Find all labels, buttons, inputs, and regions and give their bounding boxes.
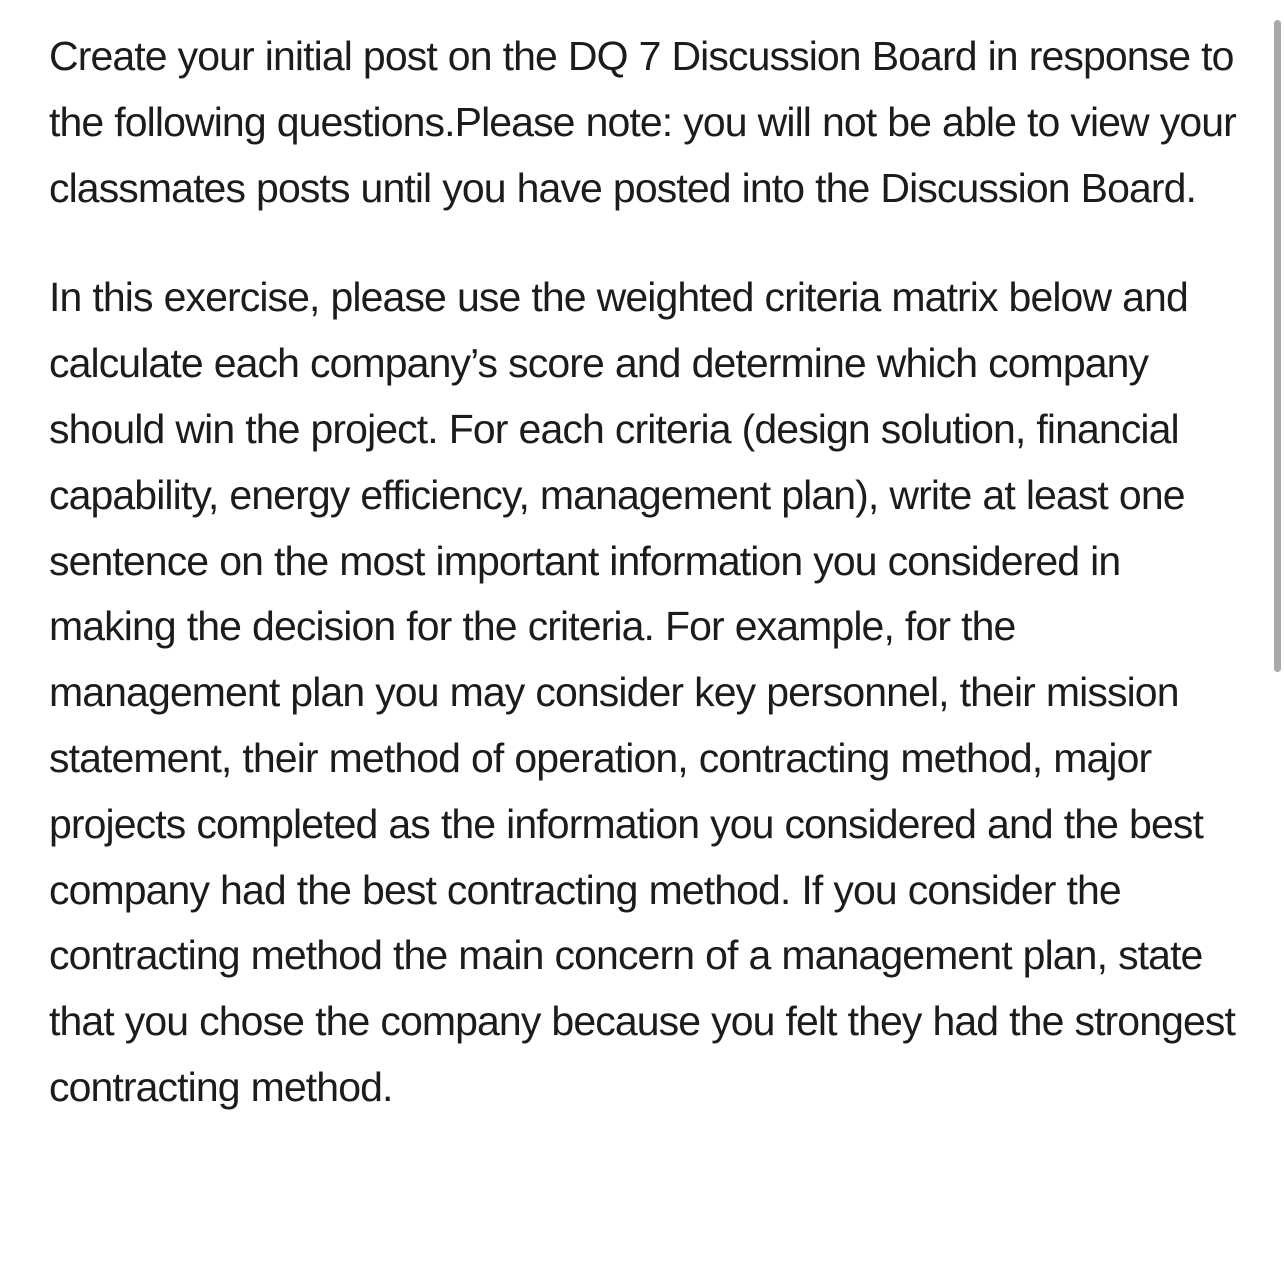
intro-paragraph: Create your initial post on the DQ 7 Discussion Board in response to the following questions.Please note: you will not be able to view your classmates posts until you have posted into the Discussion Board. [49,33,1236,211]
assignment-instructions [49,24,1249,1121]
exercise-paragraph: In this exercise, please use the weighted criteria matrix below and calculate each company’s score and determine which company should win the project. For each criteria (design solution, financial capability, energy efficiency, management plan), write at least one sentence on the most important information you considered in making the decision for the criteria. For example, for the management plan you may consider key personnel, their mission statement, their method of operation, contracting method, major projects completed as the information you considered and the best company had the best contracting method. If you consider the contracting method the main concern of a management plan, state that you chose the company because you felt they had the strongest contracting method. [49,274,1236,1110]
vertical-scrollbar[interactable] [1270,0,1284,1281]
scrollbar-thumb[interactable] [1274,20,1281,672]
